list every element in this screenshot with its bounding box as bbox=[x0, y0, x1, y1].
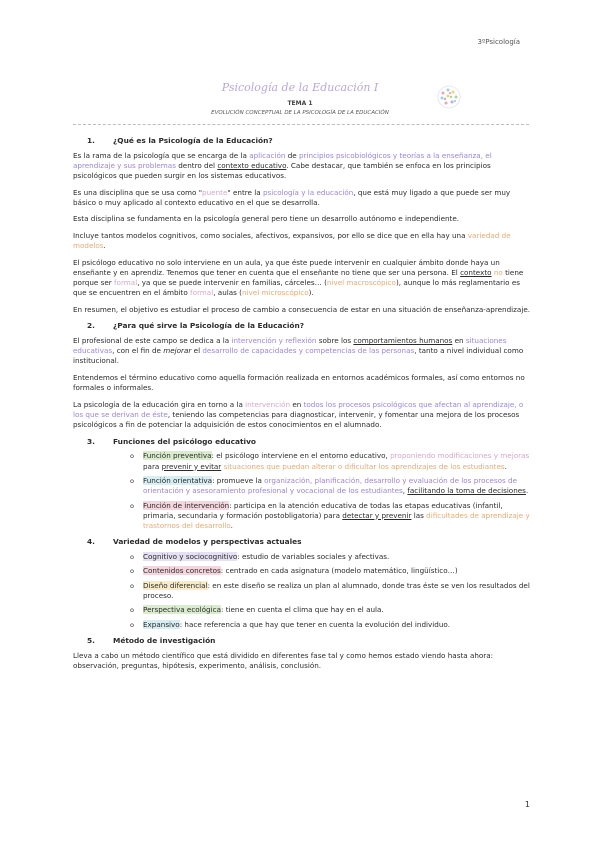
paragraph: Esta disciplina se fundamenta en la psicología general pero tiene un desarrollo autónomo e independiente. bbox=[73, 214, 460, 224]
paragraph: Lleva a cabo un método científico que está dividido en diferentes fase tal y como hemos estado viendo hasta ahora: observación, preguntas, hipótesis, experimento, análisis, conclusión. bbox=[73, 650, 494, 670]
paragraph: Incluye tantos modelos cognitivos, como sociales, afectivos, expansivos, por ello se dice que en ella hay una variedad de modelos. bbox=[73, 230, 511, 251]
section-3-heading: 3. Funciones del psicólogo educativo bbox=[87, 436, 256, 446]
list-item: o Contenidos concretos: centrado en cada asignatura (modelo matemático, lingüístico…) bbox=[130, 566, 531, 576]
list-item: o Función orientativa: promueve la organización, planificación, desarrollo y evaluación de los procesos de orientación y asesoramiento profesional y vocacional de los estudiantes, facilitando la toma de decisiones. bbox=[130, 476, 531, 496]
section-5-heading: 5. Método de investigación bbox=[87, 635, 216, 645]
functions-list bbox=[73, 451, 531, 531]
document-subtitle: EVOLUCIÓN CONCEPTUAL DE LA PSICOLOGÍA DE LA EDUCACIÓN bbox=[211, 110, 389, 116]
course-label: 3ºPsicología bbox=[477, 38, 520, 46]
list-item: o Cognitivo y sociocognitivo: estudio de variables sociales y afectivas. bbox=[130, 552, 531, 562]
section-4-heading: 4. Variedad de modelos y perspectivas actuales bbox=[87, 537, 302, 547]
section-2-heading: 2. ¿Para qué sirve la Psicología de la Educación? bbox=[87, 321, 305, 331]
document-title: Psicología de la Educación I bbox=[221, 81, 379, 94]
section-1-heading: 1. ¿Qué es la Psicología de la Educación? bbox=[87, 136, 273, 145]
models-list bbox=[73, 552, 531, 630]
paragraph: Es una disciplina que se usa como "puente" entre la psicología y la educación, que está muy ligado a que puede ser muy básico o muy aplicado al contexto educativo en el que se desarrolla. bbox=[73, 187, 511, 207]
document-body bbox=[73, 136, 531, 677]
paragraph: Entendemos el término educativo como aquella formación realizada en entornos académicos formales, así como entornos no formales o informales. bbox=[73, 372, 525, 393]
paragraph: El profesional de este campo se dedica a la intervención y reflexión sobre los comportamientos humanos en situaciones educativas, con el fin de mejorar el desarrollo de capacidades y competencias de las personas, tanto a nivel individual como institucional. bbox=[73, 336, 524, 366]
list-item: o Expansivo: hace referencia a que hay que tener en cuenta la evolución del individuo. bbox=[130, 620, 531, 630]
list-item: o Perspectiva ecológica: tiene en cuenta el clima que hay en el aula. bbox=[130, 605, 531, 615]
list-item: o Función de intervención: participa en la atención educativa de todas las etapas educativas (infantil, primaria, secundaria y formación postobligatoria) para detectar y prevenir las dificultades de aprendizaje y trastornos del desarrollo. bbox=[130, 501, 531, 532]
list-item: o Función preventiva: el psicólogo interviene en el entorno educativo, proponiendo modificaciones y mejoras para prevenir y evitar situaciones que puedan alterar o dificultar los aprendizajes de los estudiantes. bbox=[130, 451, 531, 471]
paragraph: En resumen, el objetivo es estudiar el proceso de cambio a consecuencia de estar en una situación de enseñanza-aprendizaje. bbox=[73, 304, 531, 314]
header-divider bbox=[73, 124, 529, 125]
list-item: o Diseño diferencial: en este diseño se realiza un plan al alumnado, donde tras éste se ven los resultados del proceso. bbox=[130, 581, 531, 601]
paragraph: Es la rama de la psicología que se encarga de la aplicación de principios psicobiológicos y teorías a la enseñanza, el aprendizaje y sus problemas dentro del contexto educativo. Cabe destacar, que también se enfoca en los principios psicológicos que pueden surgir en los sistemas educativos. bbox=[73, 150, 492, 181]
brain-doodle-icon bbox=[436, 84, 462, 110]
topic-label: TEMA 1 bbox=[287, 100, 313, 107]
paragraph: La psicología de la educación gira en torno a la intervención en todos los procesos psicológicos que afectan al aprendizaje, o los que se derivan de éste, teniendo las competencias para diagnosticar, intervenir, y fomentar una mejora de los procesos psicológicos a fin de potenciar la adquisición de estos conocimientos en el alumnado. bbox=[73, 399, 524, 430]
page-number: 1 bbox=[524, 800, 530, 809]
paragraph: El psicólogo educativo no solo interviene en un aula, ya que éste puede intervenir en cualquier ámbito donde haya un enseñante y en aprendiz. Tenemos que tener en cuenta que el enseñante no tiene que ser una persona. El contexto no tiene porque ser formal, ya que se puede intervenir en familias, cárceles… (nivel macroscópico), aunque lo más reglamentario es que se encuentren en el ámbito formal, aulas (nivel microscópico). bbox=[73, 257, 524, 298]
